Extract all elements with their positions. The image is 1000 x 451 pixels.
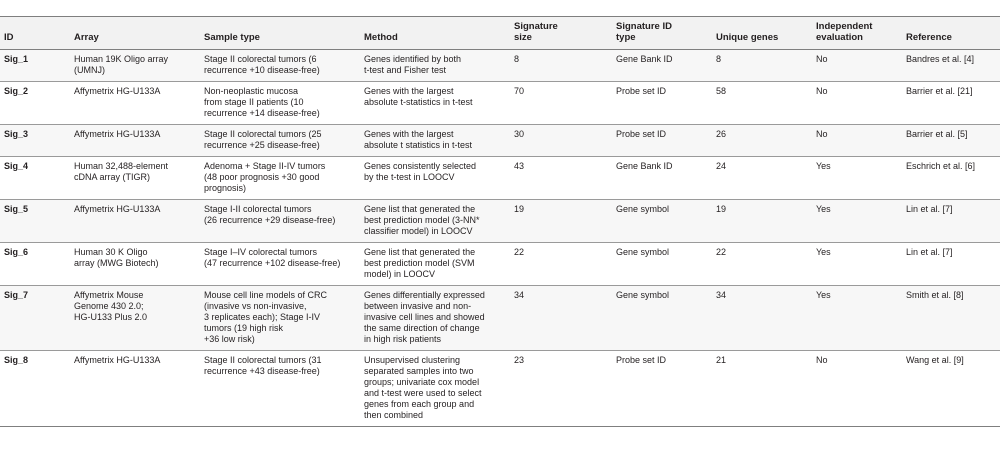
header-method: Method [360,17,510,50]
cell-array: Affymetrix Mouse Genome 430 2.0; HG-U133 Plus 2.0 [70,286,200,351]
header-array: Array [70,17,200,50]
cell-method: Unsupervised clustering separated samples into two groups; univariate cox model and t-test were used to select genes from each group and then combined [360,351,510,427]
cell-id: Sig_5 [0,200,70,243]
cell-array: Affymetrix HG-U133A [70,351,200,427]
cell-reference: Barrier et al. [21] [902,82,1000,125]
cell-unique-genes: 24 [712,157,812,200]
cell-id: Sig_4 [0,157,70,200]
cell-independent-evaluation: No [812,50,902,82]
cell-unique-genes: 22 [712,243,812,286]
cell-sample-type: Stage II colorectal tumors (6 recurrence +10 disease-free) [200,50,360,82]
cell-signature-size: 23 [510,351,612,427]
header-signature-id-type: Signature ID type [612,17,712,50]
cell-id: Sig_8 [0,351,70,427]
cell-method: Gene list that generated the best prediction model (3-NN* classifier model) in LOOCV [360,200,510,243]
cell-independent-evaluation: No [812,125,902,157]
table-row [0,50,1000,82]
cell-sample-type: Stage II colorectal tumors (25 recurrence +25 disease-free) [200,125,360,157]
cell-reference: Lin et al. [7] [902,200,1000,243]
cell-id: Sig_2 [0,82,70,125]
cell-array: Affymetrix HG-U133A [70,82,200,125]
cell-id: Sig_3 [0,125,70,157]
table-row [0,82,1000,125]
table-row [0,243,1000,286]
cell-signature-size: 43 [510,157,612,200]
cell-method: Gene list that generated the best prediction model (SVM model) in LOOCV [360,243,510,286]
cell-reference: Lin et al. [7] [902,243,1000,286]
cell-independent-evaluation: Yes [812,286,902,351]
cell-method: Genes identified by both t-test and Fisher test [360,50,510,82]
cell-array: Human 19K Oligo array (UMNJ) [70,50,200,82]
header-independent-evaluation: Independent evaluation [812,17,902,50]
cell-method: Genes with the largest absolute t-statistics in t-test [360,82,510,125]
cell-signature-id-type: Gene symbol [612,243,712,286]
cell-independent-evaluation: Yes [812,157,902,200]
table-body [0,50,1000,427]
cell-sample-type: Stage I–IV colorectal tumors (47 recurrence +102 disease-free) [200,243,360,286]
cell-signature-id-type: Gene Bank ID [612,157,712,200]
table-header [0,17,1000,50]
cell-id: Sig_1 [0,50,70,82]
cell-signature-id-type: Gene symbol [612,200,712,243]
cell-reference: Bandres et al. [4] [902,50,1000,82]
cell-method: Genes differentially expressed between invasive and non- invasive cell lines and showed the same direction of change in high risk patients [360,286,510,351]
cell-unique-genes: 34 [712,286,812,351]
header-reference: Reference [902,17,1000,50]
cell-signature-size: 22 [510,243,612,286]
cell-method: Genes consistently selected by the t-test in LOOCV [360,157,510,200]
cell-reference: Smith et al. [8] [902,286,1000,351]
table-row [0,286,1000,351]
cell-unique-genes: 58 [712,82,812,125]
cell-array: Affymetrix HG-U133A [70,125,200,157]
cell-unique-genes: 21 [712,351,812,427]
header-unique-genes: Unique genes [712,17,812,50]
cell-signature-size: 8 [510,50,612,82]
cell-unique-genes: 26 [712,125,812,157]
cell-sample-type: Adenoma + Stage II-IV tumors (48 poor prognosis +30 good prognosis) [200,157,360,200]
cell-array: Affymetrix HG-U133A [70,200,200,243]
cell-signature-id-type: Probe set ID [612,351,712,427]
cell-signature-size: 70 [510,82,612,125]
cell-id: Sig_6 [0,243,70,286]
header-sample-type: Sample type [200,17,360,50]
cell-array: Human 32,488-element cDNA array (TIGR) [70,157,200,200]
cell-reference: Eschrich et al. [6] [902,157,1000,200]
cell-signature-size: 30 [510,125,612,157]
cell-unique-genes: 8 [712,50,812,82]
cell-method: Genes with the largest absolute t statistics in t-test [360,125,510,157]
cell-signature-size: 19 [510,200,612,243]
cell-independent-evaluation: Yes [812,200,902,243]
header-signature-size: Signature size [510,17,612,50]
cell-signature-id-type: Gene Bank ID [612,50,712,82]
cell-unique-genes: 19 [712,200,812,243]
cell-reference: Barrier et al. [5] [902,125,1000,157]
table-row [0,351,1000,427]
cell-signature-id-type: Probe set ID [612,82,712,125]
cell-signature-size: 34 [510,286,612,351]
cell-sample-type: Non-neoplastic mucosa from stage II patients (10 recurrence +14 disease-free) [200,82,360,125]
signature-table [0,16,1000,427]
cell-reference: Wang et al. [9] [902,351,1000,427]
cell-sample-type: Stage I-II colorectal tumors (26 recurrence +29 disease-free) [200,200,360,243]
cell-signature-id-type: Gene symbol [612,286,712,351]
table-row [0,200,1000,243]
header-id: ID [0,17,70,50]
cell-sample-type: Mouse cell line models of CRC (invasive vs non-invasive, 3 replicates each); Stage I-IV tumors (19 high risk +36 low risk) [200,286,360,351]
table-row [0,157,1000,200]
cell-independent-evaluation: No [812,82,902,125]
cell-signature-id-type: Probe set ID [612,125,712,157]
cell-id: Sig_7 [0,286,70,351]
cell-independent-evaluation: Yes [812,243,902,286]
header-row [0,17,1000,50]
cell-array: Human 30 K Oligo array (MWG Biotech) [70,243,200,286]
cell-sample-type: Stage II colorectal tumors (31 recurrence +43 disease-free) [200,351,360,427]
cell-independent-evaluation: No [812,351,902,427]
table-row [0,125,1000,157]
